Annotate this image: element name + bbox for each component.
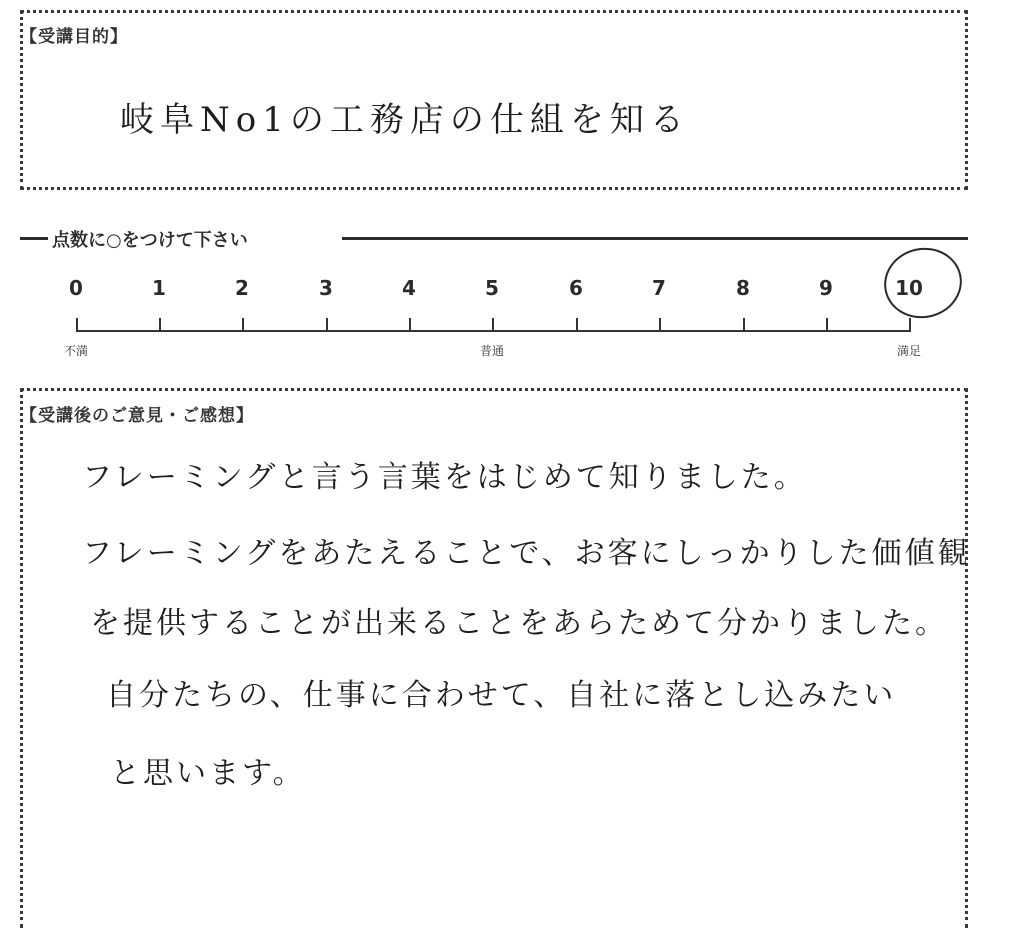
impression-line: と思います。 <box>110 756 306 791</box>
scale-title-rule <box>342 237 968 240</box>
scale-caption-middle: 普通 <box>479 344 504 358</box>
scale-label-5: 5 <box>485 276 499 300</box>
scale-tick <box>826 318 828 332</box>
scale-tick <box>76 318 78 332</box>
impression-line: 自分たちの、仕事に合わせて、自社に落とし込みたい <box>106 678 897 713</box>
scale-caption-left: 不満 <box>63 344 88 358</box>
scale-label-10: 10 <box>895 276 923 300</box>
scale-tick <box>576 318 578 332</box>
scale-label-9: 9 <box>819 276 833 300</box>
rating-scale <box>0 270 1024 370</box>
scale-label-4: 4 <box>402 276 416 300</box>
scale-tick <box>659 318 661 332</box>
scale-label-3: 3 <box>319 276 333 300</box>
scale-tick <box>909 318 911 332</box>
impression-heading: 【受講後のご意見・ご感想】 <box>20 406 254 426</box>
impression-line: フレーミングと言う言葉をはじめて知りました。 <box>82 460 807 495</box>
impression-line: フレーミングをあたえることで、お客にしっかりした価値観 <box>82 536 971 571</box>
scale-label-0: 0 <box>69 276 83 300</box>
purpose-handwritten-text: 岐阜No1の工務店の仕組を知る <box>120 100 690 140</box>
scale-label-7: 7 <box>652 276 666 300</box>
scale-tick <box>492 318 494 332</box>
scale-label-1: 1 <box>152 276 166 300</box>
scale-title-dash <box>20 237 48 240</box>
scale-tick <box>409 318 411 332</box>
scale-label-8: 8 <box>736 276 750 300</box>
purpose-heading: 【受講目的】 <box>20 27 128 47</box>
scale-label-2: 2 <box>235 276 249 300</box>
scale-label-6: 6 <box>569 276 583 300</box>
impression-line: を提供することが出来ることをあらためて分かりました。 <box>90 606 948 641</box>
scale-title-row <box>20 226 968 252</box>
scale-caption-right: 満足 <box>896 344 921 358</box>
scale-tick <box>242 318 244 332</box>
scale-title: 点数に○をつけて下さい <box>52 230 248 251</box>
scale-tick <box>326 318 328 332</box>
scale-tick <box>743 318 745 332</box>
scale-tick <box>159 318 161 332</box>
